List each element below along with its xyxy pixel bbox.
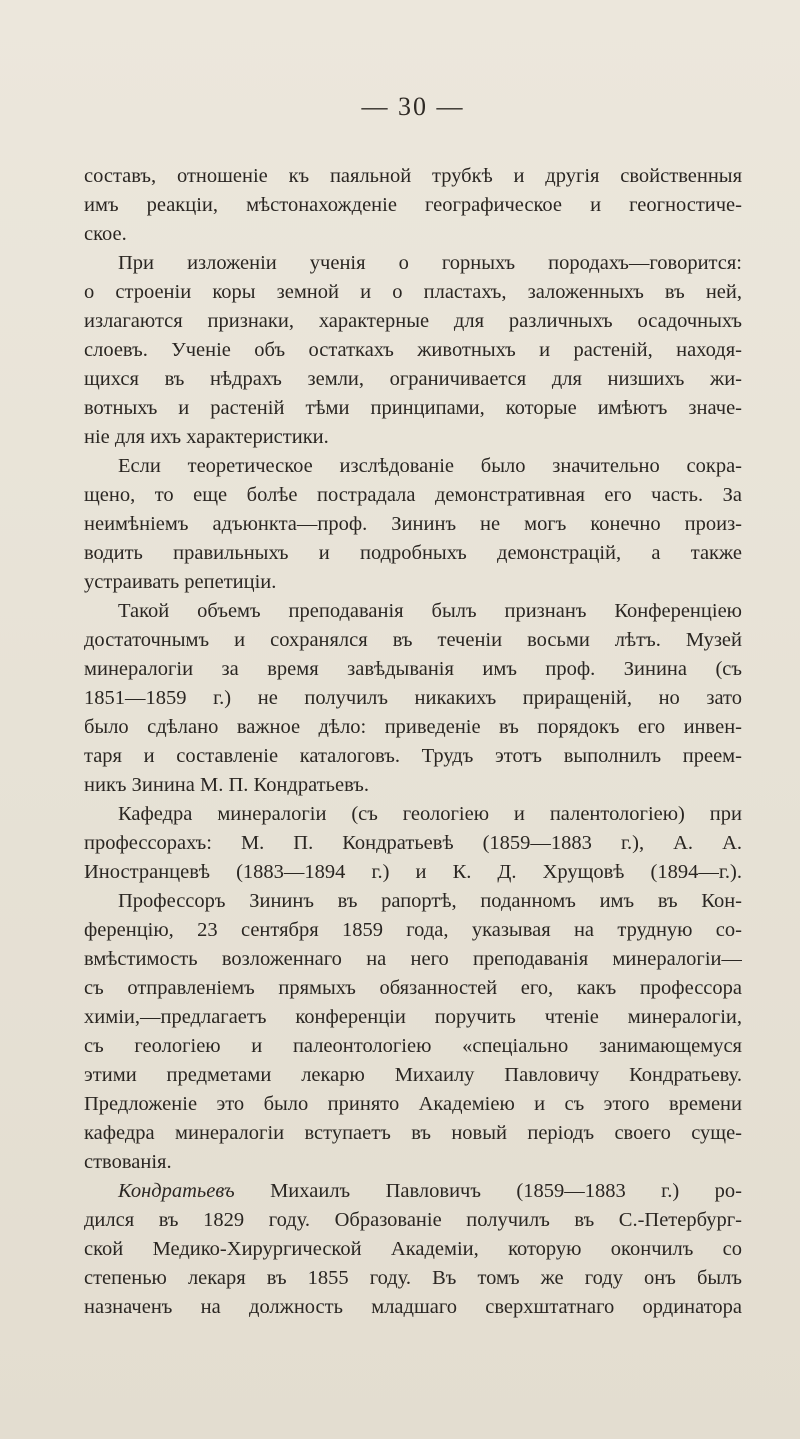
line-text: щено, то еще болѣе пострадала демонстративная его часть. За bbox=[84, 484, 742, 506]
text-line bbox=[84, 597, 742, 626]
text-line bbox=[84, 945, 742, 974]
text-line bbox=[84, 829, 742, 858]
text-line bbox=[84, 1293, 742, 1322]
text-line bbox=[84, 713, 742, 742]
text-line bbox=[84, 307, 742, 336]
line-text: При изложеніи ученія о горныхъ породахъ—говорится: bbox=[118, 252, 742, 274]
line-text: таря и составленіе каталоговъ. Трудъ этотъ выполнилъ преем- bbox=[84, 745, 742, 767]
line-text: кафедра минералогіи вступаетъ въ новый періодъ своего суще- bbox=[84, 1122, 742, 1144]
text-line bbox=[84, 800, 742, 829]
text-line bbox=[84, 626, 742, 655]
line-text: профессорахъ: М. П. Кондратьевѣ (1859—1883 г.), А. А. bbox=[84, 832, 742, 854]
line-text: слоевъ. Ученіе объ остаткахъ животныхъ и растеній, находя- bbox=[84, 339, 742, 361]
text-line bbox=[84, 655, 742, 684]
text-line bbox=[84, 191, 742, 220]
line-text: Кафедра минералогіи (съ геологіею и палентологіею) при bbox=[118, 803, 742, 825]
text-line bbox=[84, 162, 742, 191]
line-text: степенью лекаря въ 1855 году. Въ томъ же году онъ былъ bbox=[84, 1267, 742, 1289]
line-text: вмѣстимость возложеннаго на него преподаванія минералогіи— bbox=[84, 948, 742, 970]
line-text: неимѣніемъ адъюнкта—проф. Зининъ не могъ конечно произ- bbox=[84, 513, 742, 535]
text-line bbox=[84, 365, 742, 394]
line-text: водить правильныхъ и подробныхъ демонстрацій, а также bbox=[84, 542, 742, 564]
line-text: никъ Зинина М. П. Кондратьевъ. bbox=[84, 774, 369, 796]
text-line bbox=[84, 539, 742, 568]
line-text: устраивать репетиціи. bbox=[84, 571, 277, 593]
text-line bbox=[84, 916, 742, 945]
line-text: излагаются признаки, характерные для различныхъ осадочныхъ bbox=[84, 310, 742, 332]
line-text: съ геологіею и палеонтологіею «спеціально занимающемуся bbox=[84, 1035, 742, 1057]
line-text: 1851—1859 г.) не получилъ никакихъ приращеній, но зато bbox=[84, 687, 742, 709]
line-text: ское. bbox=[84, 223, 127, 245]
text-line bbox=[84, 1090, 742, 1119]
text-line bbox=[84, 568, 742, 597]
line-text: достаточнымъ и сохранялся въ теченіи восьми лѣтъ. Музей bbox=[84, 629, 742, 651]
text-line bbox=[84, 1003, 742, 1032]
text-line bbox=[84, 974, 742, 1003]
text-line bbox=[84, 1264, 742, 1293]
text-line bbox=[84, 1119, 742, 1148]
line-text: ствованія. bbox=[84, 1151, 172, 1173]
page-number: — 30 — bbox=[361, 92, 465, 121]
line-text: составъ, отношеніе къ паяльной трубкѣ и другія свойственныя bbox=[84, 165, 742, 187]
text-line bbox=[84, 771, 742, 800]
line-text: щихся въ нѣдрахъ земли, ограничивается для низшихъ жи- bbox=[84, 368, 742, 390]
line-text: Если теоретическое изслѣдованіе было значительно сокра- bbox=[118, 455, 742, 477]
line-text: было сдѣлано важное дѣло: приведеніе въ порядокъ его инвен- bbox=[84, 716, 742, 738]
line-text: Профессоръ Зининъ въ рапортѣ, поданномъ имъ въ Кон- bbox=[118, 890, 742, 912]
line-text: Предложеніе это было принято Академіею и съ этого времени bbox=[84, 1093, 742, 1115]
text-line bbox=[84, 249, 742, 278]
text-line bbox=[84, 1177, 742, 1206]
line-text: Такой объемъ преподаванія былъ признанъ Конференціею bbox=[118, 600, 742, 622]
line-text: о строеніи коры земной и о пластахъ, заложенныхъ въ ней, bbox=[84, 281, 742, 303]
italic-name: Кондратьевъ bbox=[118, 1180, 235, 1202]
line-text: ской Медико-Хирургической Академіи, которую окончилъ со bbox=[84, 1238, 742, 1260]
body-text bbox=[84, 162, 742, 1322]
text-line bbox=[84, 1206, 742, 1235]
text-line bbox=[84, 742, 742, 771]
line-text: ніе для ихъ характеристики. bbox=[84, 426, 329, 448]
line-text: Михаилъ Павловичъ (1859—1883 г.) ро- bbox=[234, 1180, 742, 1202]
line-text: дился въ 1829 году. Образованіе получилъ въ С.-Петербург- bbox=[84, 1209, 742, 1231]
text-line bbox=[84, 1235, 742, 1264]
line-text: минералогіи за время завѣдыванія имъ проф. Зинина (съ bbox=[84, 658, 742, 680]
text-line bbox=[84, 278, 742, 307]
text-line bbox=[84, 684, 742, 713]
line-text: назначенъ на должность младшаго сверхштатнаго ординатора bbox=[84, 1296, 742, 1318]
line-text: этими предметами лекарю Михаилу Павловичу Кондратьеву. bbox=[84, 1064, 742, 1086]
line-text: имъ реакціи, мѣстонахожденіе географическое и геогностиче- bbox=[84, 194, 742, 216]
text-line bbox=[84, 452, 742, 481]
text-line bbox=[84, 510, 742, 539]
text-line bbox=[84, 887, 742, 916]
text-line bbox=[84, 481, 742, 510]
line-text: съ отправленіемъ прямыхъ обязанностей его, какъ профессора bbox=[84, 977, 742, 999]
text-line bbox=[84, 423, 742, 452]
text-line bbox=[84, 220, 742, 249]
text-line bbox=[84, 394, 742, 423]
text-line bbox=[84, 1061, 742, 1090]
text-line bbox=[84, 1148, 742, 1177]
line-text: Иностранцевѣ (1883—1894 г.) и К. Д. Хрущовѣ (1894—г.). bbox=[84, 861, 742, 883]
line-text: ференцію, 23 сентября 1859 года, указывая на трудную со- bbox=[84, 919, 742, 941]
text-line bbox=[84, 858, 742, 887]
text-line bbox=[84, 336, 742, 365]
line-text: вотныхъ и растеній тѣми принципами, которые имѣютъ значе- bbox=[84, 397, 742, 419]
line-text: химіи,—предлагаетъ конференціи поручить чтеніе минералогіи, bbox=[84, 1006, 742, 1028]
text-line bbox=[84, 1032, 742, 1061]
